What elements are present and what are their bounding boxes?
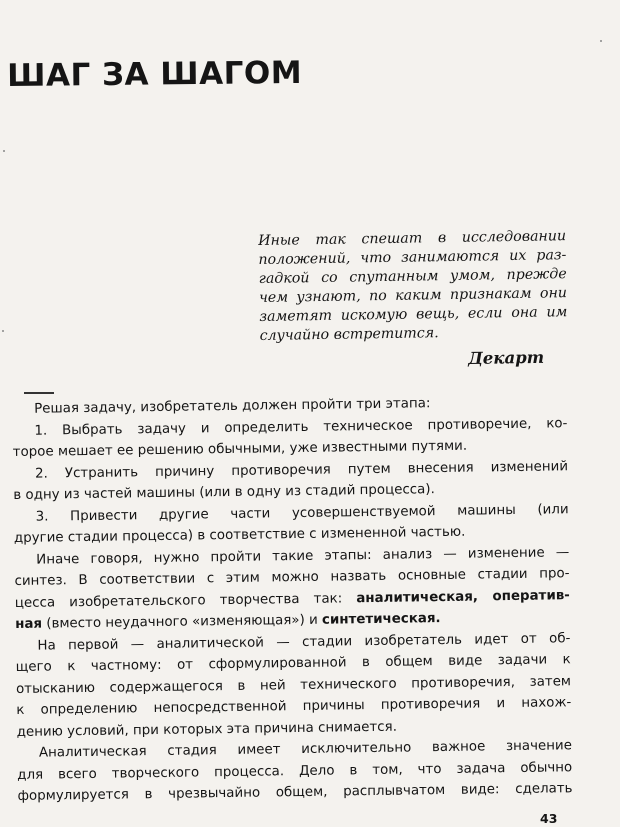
epigraph-line: случайно встретится. [259, 325, 439, 344]
term-analytical: аналитическая, оператив- [356, 587, 570, 606]
epigraph-line: Иные так спешат в исследовании [258, 228, 567, 249]
text-line: 3. Привести другие части усовершенствуемой машины (или [35, 501, 569, 525]
text-line: отысканию содержащегося в ней технического противоречия, затем [15, 673, 572, 697]
text-segment: (вместо неудачного «изменяющая») и [41, 612, 323, 632]
epigraph [258, 227, 568, 346]
text-line: другие стадии процесса) в соответствие с измененной частью. [13, 524, 466, 546]
epigraph-line: гадкой со спутанным умом, прежде [258, 266, 567, 287]
term-operative-end: ная [15, 616, 43, 632]
text-segment: цесса изобретательского творчества так: [14, 590, 357, 611]
text-line: Аналитическая стадия имеет исключительно важное значение [38, 738, 573, 761]
text-line: дению условий, при которых эта причина снимается. [16, 719, 398, 740]
text-line: Иначе говоря, нужно пройти такие этапы: анализ — изменение — [36, 544, 570, 568]
text-line: На первой — аналитической — стадии изобретатель идет от об- [37, 630, 571, 654]
paper-speck [600, 40, 602, 42]
text-line: Решая задачу, изобретатель должен пройти три этапа: [34, 396, 431, 417]
text-line: в одну из частей машины (или в одну из стадий процесса). [13, 482, 435, 503]
body-text [12, 391, 573, 807]
epigraph-author: Декарт [468, 347, 545, 368]
epigraph-line: заметят искомую вещь, если она им [259, 304, 568, 325]
text-line: синтез. В соответствии с этим можно назвать основные стадии про- [14, 566, 570, 589]
text-line: к определению непосредственной причины противоречия и нахож- [16, 695, 572, 718]
paper-speck [2, 330, 4, 332]
text-line: щего к частному: от сформулированной в общем виде задачи к [15, 652, 571, 675]
text-line: торое мешает ее решению обычными, уже известными путями. [12, 438, 468, 460]
paper-speck [3, 150, 5, 152]
epigraph-line: положений, что занимаются их раз- [258, 247, 567, 268]
text-line: 2. Устранить причину противоречия путем внесения изменений [34, 458, 569, 482]
text-line: формулируется в чрезвычайно общем, расплывчатом виде: сделать [17, 781, 573, 804]
text-line: 1. Выбрать задачу и определить техническое противоречие, ко- [34, 415, 568, 439]
epigraph-line: чем узнают, по каким признакам они [258, 285, 568, 306]
chapter-title: ШАГ ЗА ШАГОМ [7, 54, 303, 94]
page-number: 43 [540, 811, 558, 826]
divider-mark [24, 392, 54, 394]
term-synthetic: синтетическая. [321, 611, 441, 628]
text-line: для всего творческого процесса. Дело в том, что задача обычно [17, 759, 573, 783]
